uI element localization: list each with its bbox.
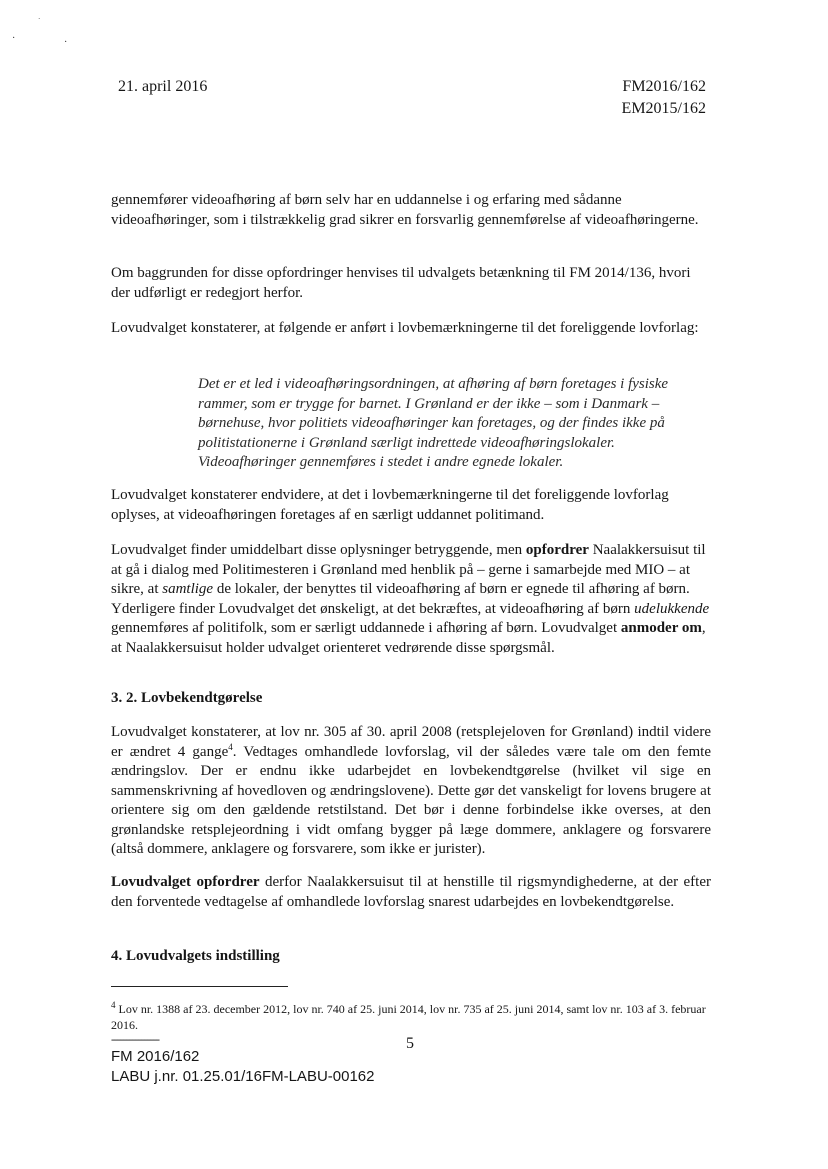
section-heading-lovbekendtgorelse: 3. 2. Lovbekendtgørelse xyxy=(111,690,263,706)
paragraph-continued: gennemfører videoafhøring af børn selv har en uddannelse i og erfaring med sådanne videoafhøringer, som i tilstrækkelig grad sikrer en forsvarlig gennemførelse af videoafhøringerne. xyxy=(111,192,699,228)
header-case-ref-fm: FM2016/162 xyxy=(622,78,706,95)
scan-speck: · xyxy=(12,33,16,44)
scan-speck: · xyxy=(64,37,68,48)
scan-speck: · xyxy=(38,15,41,23)
footnote-separator xyxy=(111,986,288,987)
page-number: 5 xyxy=(406,1035,414,1052)
paragraph-background: Om baggrunden for disse opfordringer henvises til udvalgets betænkning til FM 2014/136, hvori der udførligt er redegjort herfor. xyxy=(111,265,691,301)
footer-journal-number: LABU j.nr. 01.25.01/16FM-LABU-00162 xyxy=(111,1068,375,1085)
header-date: 21. april 2016 xyxy=(118,78,208,95)
footnote-reference: 4 xyxy=(228,741,233,752)
paragraph-lov-305: Lovudvalget konstaterer, at lov nr. 305 af 30. april 2008 (retsplejeloven for Grønland) indtil videre er ændret 4 gange$^4$. Vedtages omhandlede lovforslag, vil der således være tale om den femte ændringslov. Der er endnu ikke udarbejdet en lovbekendtgørelse (hvilket vil sige en sammenskrivning af hovedloven og ændringslovene). Dette gør det vanskeligt for lovens brugere at orientere sig om den gældende retstilstand. Det bør i denne forbindelse ikke overses, at den grønlandske retsplejeordning i vidt omfang bygger på læge dommere, anklagere og forsvarere (altså dommere, anklagere og forsvarere, som ikke er jurister). xyxy=(111,724,711,857)
paragraph-politimand: Lovudvalget konstaterer endvidere, at det i lovbemærkningerne til det foreliggende lovforlag oplyses, at videoafhøringen foretages af en særligt uddannet politimand. xyxy=(111,487,669,523)
footer-dash-line: ---------------- xyxy=(111,1032,159,1046)
footnote-4: $^4$ Lov nr. 1388 af 23. december 2012, lov nr. 740 af 25. juni 2014, lov nr. 735 af 25. juni 2014, samt lov nr. 103 af 3. februar 2016. xyxy=(111,1000,706,1032)
paragraph-opfordrer: Lovudvalget finder umiddelbart disse oplysninger betryggende, men opfordrer Naalakkersuisut til at gå i dialog med Politimesteren i Grønland med henblik på – gerne i samarbejde med MIO – at sikre, at samtlige de lokaler, der benyttes til videoafhøring af børn er egnede til afhøring af børn. Yderligere finder Lovudvalget det ønskeligt, at det bekræftes, at videoafhøring af børn udelukkende gennemføres af politifolk, som er særligt uddannede i afhøring af børn. Lovudvalget anmoder om, at Naalakkersuisut holder udvalget orienteret vedrørende disse spørgsmål. xyxy=(111,542,710,656)
block-quote: Det er et led i videoafhøringsordningen, at afhøring af børn foretages i fysiske rammer, som er trygge for barnet. I Grønland er der ikke – som i Danmark – børnehuse, hvor politiets videoafhøringer kan foretages, og der findes ikke på politistationerne i Grønland særligt indrettede videoafhøringslokaler. Videoafhøringer gennemføres i stedet i andre egnede lokaler. xyxy=(198,376,669,470)
section-heading-indstilling: 4. Lovudvalgets indstilling xyxy=(111,948,280,964)
footer-case-ref: FM 2016/162 xyxy=(111,1048,200,1065)
paragraph-henstilling: Lovudvalget opfordrer derfor Naalakkersuisut til at henstille til rigsmyndighederne, at der efter den forventede vedtagelse af omhandlede lovforslag snarest udarbejdes en lovbekendtgørelse. xyxy=(111,874,711,910)
paragraph-lovbemaerkninger: Lovudvalget konstaterer, at følgende er anført i lovbemærkningerne til det foreliggende lovforlag: xyxy=(111,320,699,336)
header-case-ref-em: EM2015/162 xyxy=(621,100,706,117)
